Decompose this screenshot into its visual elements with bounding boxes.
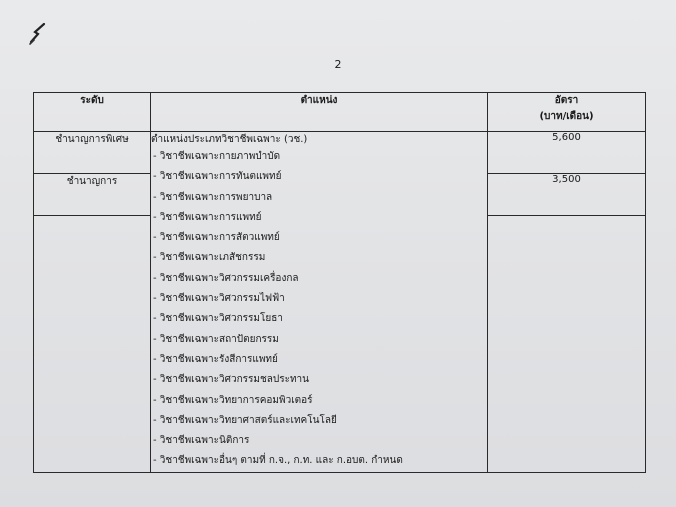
list-item: - วิชาชีพเฉพาะการทันตแพทย์ xyxy=(153,171,282,183)
level-cell-empty xyxy=(34,216,151,472)
rate-cell-expert: 3,500 xyxy=(488,174,646,216)
list-item: - วิชาชีพเฉพาะกายภาพบำบัด xyxy=(153,151,281,162)
list-item: - วิชาชีพเฉพาะการแพทย์ xyxy=(153,211,262,223)
header-rate xyxy=(488,93,646,132)
positions-cell xyxy=(151,132,488,473)
level-cell-expert: ชำนาญการ xyxy=(34,174,151,216)
header-position: ตำแหน่ง xyxy=(151,93,488,132)
list-item: - วิชาชีพเฉพาะรังสีการแพทย์ xyxy=(153,353,278,365)
list-item: - วิชาชีพเฉพาะอื่นๆ ตามที่ ก.จ., ก.ท. และ ก.อบต. กำหนด xyxy=(153,455,403,467)
list-item: - วิชาชีพเฉพาะวิทยาศาสตร์และเทคโนโลยี xyxy=(153,414,337,426)
position-rate-table xyxy=(33,92,646,473)
rate-cell-empty xyxy=(488,216,646,472)
list-item: - วิชาชีพเฉพาะนิติการ xyxy=(153,435,250,447)
position-title: ตำแหน่งประเภทวิชาชีพเฉพาะ (วช.) xyxy=(151,134,308,145)
list-item: - วิชาชีพเฉพาะวิศวกรรมไฟฟ้า xyxy=(153,293,285,305)
header-rate-line1: อัตรา xyxy=(554,95,579,106)
list-item: - วิชาชีพเฉพาะวิศวกรรมชลประทาน xyxy=(153,374,310,386)
header-level: ระดับ xyxy=(34,93,151,132)
list-item: - วิชาชีพเฉพาะสถาปัตยกรรม xyxy=(153,333,279,345)
table-row xyxy=(34,132,646,174)
list-item: - วิชาชีพเฉพาะเภสัชกรรม xyxy=(153,252,266,264)
staple-mark-icon xyxy=(28,20,50,46)
level-cell-special-expert: ชำนาญการพิเศษ xyxy=(34,132,151,174)
header-rate-line2: (บาท/เดือน) xyxy=(539,111,594,122)
list-item: - วิชาชีพเฉพาะการสัตวแพทย์ xyxy=(153,232,280,244)
list-item: - วิชาชีพเฉพาะวิทยาการคอมพิวเตอร์ xyxy=(153,394,313,406)
list-item: - วิชาชีพเฉพาะการพยาบาล xyxy=(153,191,273,203)
list-item: - วิชาชีพเฉพาะวิศวกรรมเครื่องกล xyxy=(153,272,299,284)
rate-cell-special-expert: 5,600 xyxy=(488,132,646,174)
table-header-row xyxy=(34,93,646,132)
list-item: - วิชาชีพเฉพาะวิศวกรรมโยธา xyxy=(153,313,283,325)
page-number: 2 xyxy=(334,58,342,71)
